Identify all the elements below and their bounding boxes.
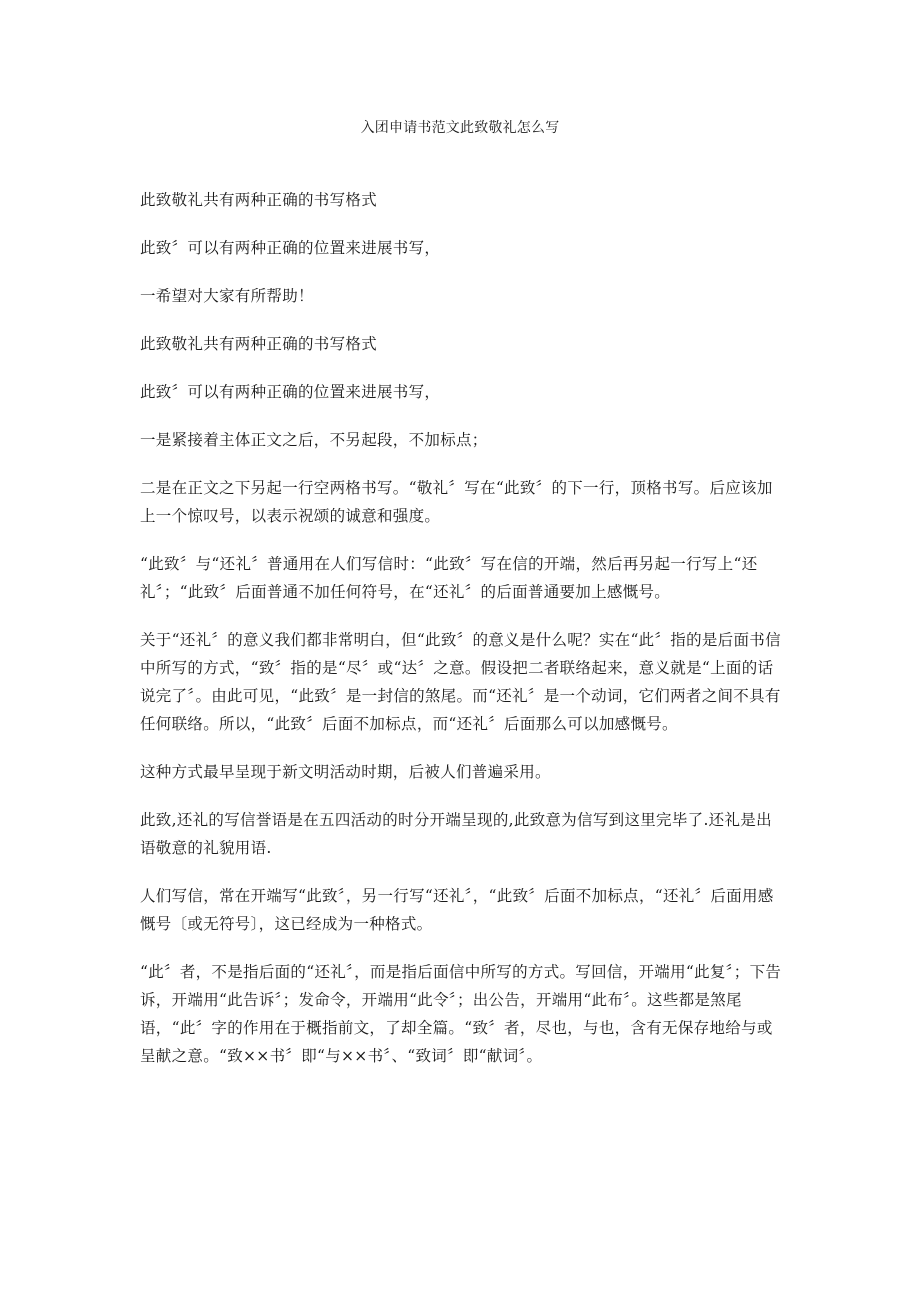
document-body [140,186,782,1090]
paragraph-8: “此致〞与“还礼〞普通用在人们写信时：“此致〞写在信的开端，然后再另起一行写上“还礼〞；“此致〞后面普通不加任何符号，在“还礼〞的后面普通要加上感慨号。 [140,555,758,601]
paragraph-3: 一希望对大家有所帮助！ [140,287,314,305]
paragraph-9: 关于“还礼〞的意义我们都非常明白，但“此致〞的意义是什么呢？实在“此〞指的是后面书信中所写的方式，“致〞指的是“尽〞或“达〞之意。假设把二者联络起来，意义就是“上面的话说完了〞。由此可见，“此致〞是一封信的煞尾。而“还礼〞是一个动词，它们两者之间不具有任何联络。所以，“此致〞后面不加标点，而“还礼〞后面那么可以加感慨号。 [140,631,781,733]
paragraph-11: 此致,还礼的写信誉语是在五四活动的时分开端呈现的,此致意为信写到这里完毕了.还礼是出语敬意的礼貌用语. [140,811,772,857]
paragraph-4: 此致敬礼共有两种正确的书写格式 [140,335,378,353]
document-title: 入团申请书范文此致敬礼怎么写 [360,120,560,136]
paragraph-13: “此〞者，不是指后面的“还礼〞，而是指后面信中所写的方式。写回信，开端用“此复〞；下告诉，开端用“此告诉〞；发命令，开端用“此令〞；出公告，开端用“此布〞。这些都是煞尾语，“此〞字的作用在于概指前文，了却全篇。“致〞者，尽也，与也，含有无保存地给与或呈献之意。“致××书〞即“与××书〞、“致词〞即“献词〞。 [140,963,782,1065]
paragraph-6: 一是紧接着主体正文之后，不另起段，不加标点； [140,431,488,449]
paragraph-12: 人们写信，常在开端写“此致〞，另一行写“还礼〞，“此致〞后面不加标点，“还礼〞后面用感慨号〔或无符号〕，这已经成为一种格式。 [140,887,774,933]
paragraph-5: 此致〞可以有两种正确的位置来进展书写， [140,383,441,401]
paragraph-10: 这种方式最早呈现于新文明活动时期，后被人们普遍采用。 [140,763,551,781]
paragraph-1: 此致敬礼共有两种正确的书写格式 [140,191,378,209]
paragraph-2: 此致〞可以有两种正确的位置来进展书写， [140,239,441,257]
paragraph-7: 二是在正文之下另起一行空两格书写。“敬礼〞写在“此致〞的下一行，顶格书写。后应该加上一个惊叹号，以表示祝颂的诚意和强度。 [140,479,773,525]
